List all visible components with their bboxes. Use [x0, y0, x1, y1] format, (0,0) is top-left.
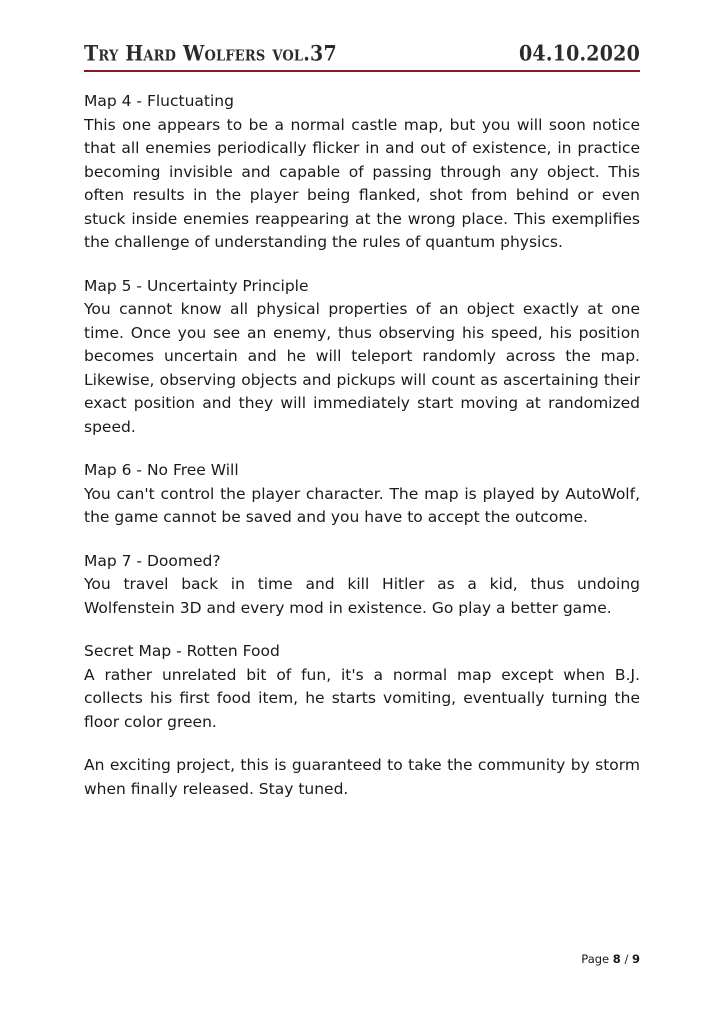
footer-page-label: Page: [581, 952, 613, 966]
section-body: A rather unrelated bit of fun, it's a normal map except when B.J. collects his first food item, he starts vomiting, eventually turning the floor color green.: [84, 665, 640, 731]
section-map-6: [84, 459, 640, 530]
section-heading: Map 7 - Doomed?: [84, 551, 221, 570]
section-map-4: [84, 90, 640, 255]
footer-separator: /: [620, 952, 632, 966]
footer-total-pages: 9: [631, 952, 640, 966]
publication-title: Try Hard Wolfers vol.37: [84, 41, 337, 66]
page-footer: [84, 952, 640, 966]
section-body: This one appears to be a normal castle map, but you will soon notice that all enemies periodically flicker in and out of existence, in practice becoming invisible and capable of passing through any object. This often results in the player being flanked, shot from behind or even stuck inside enemies reappearing at the wrong place. This exemplifies the challenge of understanding the rules of quantum physics.: [84, 115, 640, 251]
section-heading: Map 6 - No Free Will: [84, 461, 239, 479]
section-body: You can't control the player character. The map is played by AutoWolf, the game cannot be saved and you have to accept the outcome.: [84, 484, 640, 526]
footer-current-page: 8: [612, 952, 621, 966]
section-heading: Map 4 - Fluctuating: [84, 92, 234, 110]
closing-section: [84, 754, 640, 801]
section-body: You travel back in time and kill Hitler as a kid, thus undoing Wolfenstein 3D and every mod in existence. Go play a better game.: [84, 575, 640, 617]
page-content: [84, 90, 640, 801]
section-secret-map: [84, 640, 640, 734]
section-heading: Secret Map - Rotten Food: [84, 642, 280, 660]
section-map-5: [84, 275, 640, 440]
section-map-7: [84, 550, 640, 621]
section-body: You cannot know all physical properties of an object exactly at one time. Once you see an enemy, thus observing his speed, his position becomes uncertain and he will teleport randomly across the map. Likewise, observing objects and pickups will count as ascertaining their exact position and they will immediately start moving at randomized speed.: [84, 300, 640, 436]
section-heading: Map 5 - Uncertainty Principle: [84, 276, 309, 295]
page-header: [84, 41, 640, 72]
publication-date: 04.10.2020: [519, 41, 640, 66]
closing-paragraph: An exciting project, this is guaranteed to take the community by storm when finally released. Stay tuned.: [84, 756, 640, 798]
